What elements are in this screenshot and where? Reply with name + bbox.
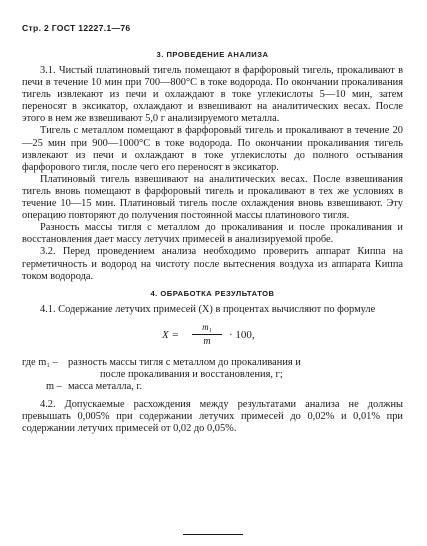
paragraph-3-1: 3.1. Чистый платиновый тигель помещают в фарфоровый тигель, прокаливают в печи в течение 10 мин при 700—800°С в токе водорода. По окончании прокаливания тигель извлекают из печи и охлаждают в токе углекислоты 5—10 мин, затем переносят в эксикатор, охлаждают и взвешивают на аналитических весах. После этого в нем же взвешивают 5,0 г анализируемого металла. (22, 65, 403, 125)
section-4-title: 4. ОБРАБОТКА РЕЗУЛЬТАТОВ (150, 288, 275, 298)
page-header: Стр. 2 ГОСТ 12227.1—76 (22, 23, 131, 33)
paragraph-3-1-b: Тигель с металлом помещают в фарфоровый тигель и прокаливают в течение 20—25 мин при 900—1000°С в токе водорода. По окончании прокаливания тигель извлекают из печи и охлаждают в токе углекислоты до полного остывания фарфорового тигля, после чего его переносят в эксикатор. (22, 125, 403, 173)
formula (22, 319, 403, 353)
formula-numerator: m₁ (202, 321, 212, 332)
paragraph-3-1-c: Платиновый тигель взвешивают на аналитических весах. После взвешивания тигель вновь помещают в фарфоровый тигель и прокаливают в тех же условиях в течение 10—15 мин. Платиновый тигель после охлаждения вновь взвешивают. Эту операцию повторяют до получения постоянной массы платинового тигля. (22, 173, 403, 222)
section-3-title: 3. ПРОВЕДЕНИЕ АНАЛИЗА (156, 50, 269, 59)
paragraph-3-2: 3.2. Перед проведением анализа необходимо проверить аппарат Киппа на герметичность и водород на чистоту после вытеснения воздуха из аппарата Киппа током водорода. (22, 246, 403, 282)
paragraph-4-1: 4.1. Содержание летучих примесей (X) в процентах вычисляют по формуле (40, 303, 376, 315)
where-lead: где m₁ – (22, 356, 58, 368)
m1-definition: разность массы тигля с металлом до прокаливания и (68, 356, 301, 368)
fraction-bar (192, 334, 222, 335)
paragraph-3-1-d: Разность массы тигля с металлом до прокаливания и после прокаливания и восстановления дает массу летучих примесей в анализируемой пробе. (22, 222, 403, 246)
bottom-rule (183, 534, 243, 535)
paragraph-4-2: 4.2. Допускаемые расхождения между результатами анализа не должны превышать 0,005% при содержании летучих примесей до 0,02% и 0,01% при содержании летучих примесей от 0,02 до 0,05%. (22, 399, 403, 435)
formula-fraction (192, 321, 222, 348)
variable-definitions (22, 357, 403, 393)
formula-multiplier: · 100, (229, 328, 255, 341)
m-lead: m – (46, 380, 62, 392)
formula-denominator: m (203, 335, 211, 347)
formula-lhs: X = (162, 328, 179, 341)
m-definition: масса металла, г. (68, 380, 143, 392)
m1-definition-cont: после прокаливания и восстановления, г; (100, 368, 283, 380)
document-body (22, 44, 403, 435)
